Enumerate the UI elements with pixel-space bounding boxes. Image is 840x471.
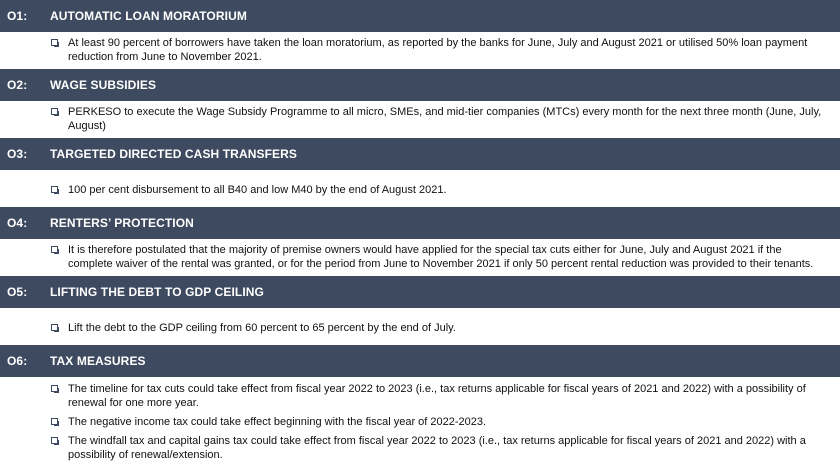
section-o2 [0,69,840,138]
bullet-text: 100 per cent disbursement to all B40 and low M40 by the end of August 2021. [68,184,447,196]
bullet-text: At least 90 percent of borrowers have taken the loan moratorium, as reported by the banks for June, July and August 2021 or utilised 50% loan payment reduction from June to November 2021. [68,37,808,63]
section-body [0,170,840,197]
checkbox-bullet-icon [51,108,58,115]
section-body [0,101,840,133]
checkbox-bullet-icon [51,418,58,425]
bullet-item [51,382,824,410]
bullet-item [51,321,824,335]
section-o6 [0,345,840,467]
section-header [0,138,840,170]
section-o5 [0,276,840,340]
section-o4 [0,207,840,276]
section-number: O5: [7,285,28,299]
bullet-item [51,36,824,64]
checkbox-bullet-icon [51,39,58,46]
section-number: O1: [7,9,28,23]
section-number: O3: [7,147,28,161]
section-number: O4: [7,216,28,230]
section-title: WAGE SUBSIDIES [50,78,157,92]
bullet-item [51,415,824,429]
section-title: AUTOMATIC LOAN MORATORIUM [50,9,247,23]
bullet-item [51,183,824,197]
section-body [0,32,840,64]
section-header [0,69,840,101]
bullet-text: PERKESO to execute the Wage Subsidy Programme to all micro, SMEs, and mid-tier companies (MTCs) every month for the next three month (June, July, August) [68,106,822,132]
bullet-text: The negative income tax could take effect beginning with the fiscal year of 2022-2023. [68,416,487,428]
section-title: TAX MEASURES [50,354,146,368]
section-body [0,308,840,335]
section-header [0,276,840,308]
checkbox-bullet-icon [51,186,58,193]
section-number: O2: [7,78,28,92]
section-body [0,377,840,462]
checkbox-bullet-icon [51,246,58,253]
bullet-text: The timeline for tax cuts could take effect from fiscal year 2022 to 2023 (i.e., tax returns applicable for fiscal years of 2021 and 2022) with a possibility of renewal for one more year. [68,383,806,409]
bullet-text: It is therefore postulated that the majority of premise owners would have applied for the special tax cuts either for June, July and August 2021 if the complete waiver of the rental was granted, or for the period from June to November 2021 if only 50 percent rental reduction was provided to their tenants. [68,244,814,270]
checkbox-bullet-icon [51,437,58,444]
section-title: LIFTING THE DEBT TO GDP CEILING [50,285,264,299]
bullet-text: The windfall tax and capital gains tax could take effect from fiscal year 2022 to 2023 (i.e., tax returns applicable for fiscal years of 2021 and 2022) with a possibility of renewal/extension. [68,435,806,461]
section-title: RENTERS’ PROTECTION [50,216,194,230]
section-header [0,0,840,32]
bullet-item [51,434,824,462]
section-o3 [0,138,840,202]
bullet-text: Lift the debt to the GDP ceiling from 60 percent to 65 percent by the end of July. [68,322,456,334]
bullet-item [51,243,824,271]
section-header [0,345,840,377]
checkbox-bullet-icon [51,324,58,331]
section-title: TARGETED DIRECTED CASH TRANSFERS [50,147,297,161]
bullet-item [51,105,824,133]
checkbox-bullet-icon [51,385,58,392]
section-o1 [0,0,840,69]
section-body [0,239,840,271]
section-header [0,207,840,239]
section-number: O6: [7,354,28,368]
